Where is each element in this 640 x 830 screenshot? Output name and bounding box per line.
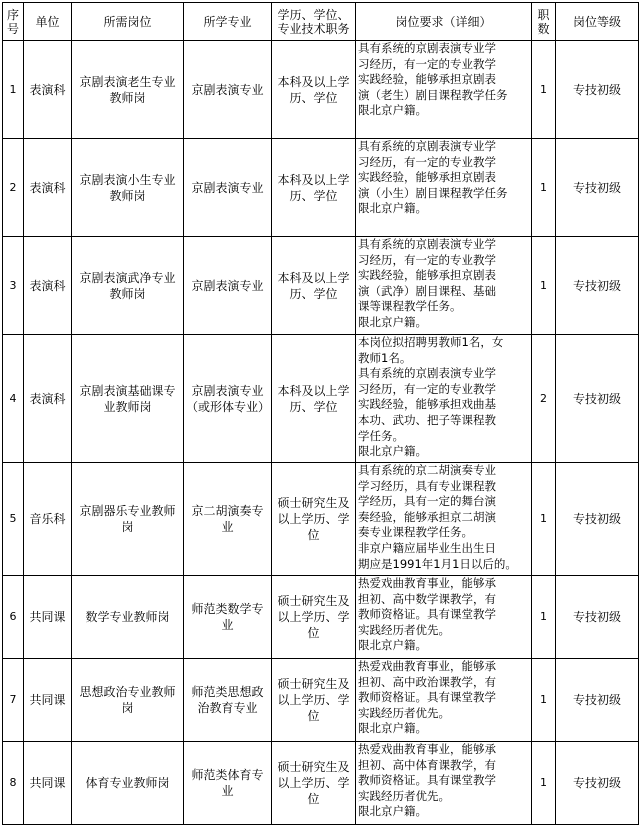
header-position: 所需岗位 [72, 3, 184, 41]
cell-degree: 硕士研究生及以上学历、学位 [272, 576, 356, 659]
requirement-line: 教师1名。 [358, 350, 412, 365]
header-level: 岗位等级 [556, 3, 639, 41]
requirement-line: 热爱戏曲教育事业，能够承 [358, 742, 496, 756]
cell-requirements [356, 41, 532, 139]
table-row [3, 576, 639, 659]
requirement-line: 限北京户籍。 [358, 721, 427, 736]
cell-index: 1 [3, 41, 24, 139]
table-row [3, 659, 639, 742]
requirement-line: 实践经验，能够承担京剧表 [358, 268, 496, 283]
table-row [3, 41, 639, 139]
cell-requirements [356, 576, 532, 659]
cell-position: 数学专业教师岗 [72, 576, 184, 659]
cell-level: 专技初级 [556, 237, 639, 335]
cell-position: 京剧表演小生专业教师岗 [72, 139, 184, 237]
cell-major: 京剧表演专业 [184, 41, 272, 139]
cell-unit: 共同课 [24, 576, 72, 659]
requirement-line: 习经历，有一定的专业教学 [358, 56, 496, 71]
requirement-line: 课等课程教学任务。 [358, 299, 462, 314]
requirement-line: 学习经历，具有专业课程教 [358, 478, 496, 493]
cell-level: 专技初级 [556, 335, 639, 463]
header-requirements: 岗位要求（详细） [356, 3, 532, 41]
cell-count: 1 [532, 576, 556, 659]
cell-index: 4 [3, 335, 24, 463]
requirement-line: 具有系统的京剧表演专业学 [358, 366, 496, 381]
cell-degree: 硕士研究生及以上学历、学位 [272, 659, 356, 742]
requirement-line: 实践经验，能够承担京剧表 [358, 170, 496, 185]
cell-major: 京剧表演专业 [184, 237, 272, 335]
cell-count: 1 [532, 139, 556, 237]
table-row [3, 463, 639, 576]
cell-degree: 本科及以上学历、学位 [272, 41, 356, 139]
cell-major: 师范类数学专业 [184, 576, 272, 659]
requirement-line: 学经历，具有一定的舞台演 [358, 494, 496, 509]
cell-index: 6 [3, 576, 24, 659]
cell-unit: 表演科 [24, 41, 72, 139]
cell-major: 师范类体育专业 [184, 742, 272, 825]
requirement-line: 实践经验，能够承担戏曲基 [358, 397, 496, 412]
requirement-line: 教师资格证。具有课堂教学 [358, 607, 496, 622]
requirement-line: 限北京户籍。 [358, 314, 427, 329]
cell-unit: 表演科 [24, 335, 72, 463]
requirement-line: 热爱戏曲教育事业，能够承 [358, 659, 496, 673]
requirement-line: 非京户籍应届毕业生出生日 [358, 540, 496, 555]
requirement-line: 担初、高中政治课教学，有 [358, 674, 496, 689]
cell-level: 专技初级 [556, 139, 639, 237]
cell-position: 体育专业教师岗 [72, 742, 184, 825]
cell-unit: 表演科 [24, 139, 72, 237]
requirement-line: 限北京户籍。 [358, 103, 427, 118]
requirement-line: 演（小生）剧目课程教学任务 [358, 185, 508, 200]
cell-major: 京剧表演专业 [184, 139, 272, 237]
requirement-line: 习经历，有一定的专业教学 [358, 154, 496, 169]
cell-major: 师范类思想政治教育专业 [184, 659, 272, 742]
cell-index: 7 [3, 659, 24, 742]
cell-requirements [356, 659, 532, 742]
header-degree: 学历、学位、专业技术职务 [272, 3, 356, 41]
cell-degree: 本科及以上学历、学位 [272, 139, 356, 237]
header-index: 序号 [3, 3, 24, 41]
header-row [3, 3, 639, 41]
cell-major: 京二胡演奏专业 [184, 463, 272, 576]
cell-count: 1 [532, 463, 556, 576]
cell-position: 京剧表演基础课专业教师岗 [72, 335, 184, 463]
requirement-line: 具有系统的京剧表演专业学 [358, 139, 496, 153]
requirement-line: 具有系统的京二胡演奏专业 [358, 463, 496, 477]
cell-index: 2 [3, 139, 24, 237]
cell-position: 京剧表演老生专业教师岗 [72, 41, 184, 139]
recruitment-table [2, 2, 639, 825]
table-row [3, 335, 639, 463]
cell-degree: 本科及以上学历、学位 [272, 335, 356, 463]
requirement-line: 奏经验，能够承担京二胡演 [358, 509, 496, 524]
cell-position: 思想政治专业教师岗 [72, 659, 184, 742]
cell-requirements [356, 742, 532, 825]
requirement-line: 实践经历者优先。 [358, 788, 450, 803]
requirement-line: 演（老生）剧目课程教学任务 [358, 87, 508, 102]
cell-requirements [356, 139, 532, 237]
requirement-line: 担初、高中体育课教学，有 [358, 757, 496, 772]
cell-unit: 音乐科 [24, 463, 72, 576]
cell-degree: 本科及以上学历、学位 [272, 237, 356, 335]
cell-count: 1 [532, 742, 556, 825]
cell-major: 京剧表演专业（或形体专业） [184, 335, 272, 463]
cell-requirements [356, 335, 532, 463]
table-row [3, 237, 639, 335]
requirement-line: 具有系统的京剧表演专业学 [358, 237, 496, 251]
cell-level: 专技初级 [556, 742, 639, 825]
requirement-line: 实践经验，能够承担京剧表 [358, 72, 496, 87]
header-unit: 单位 [24, 3, 72, 41]
requirement-line: 实践经历者优先。 [358, 705, 450, 720]
requirement-line: 实践经历者优先。 [358, 622, 450, 637]
cell-unit: 共同课 [24, 742, 72, 825]
cell-level: 专技初级 [556, 463, 639, 576]
requirement-line: 教师资格证。具有课堂教学 [358, 690, 496, 705]
table-body [3, 41, 639, 825]
cell-degree: 硕士研究生及以上学历、学位 [272, 742, 356, 825]
cell-count: 2 [532, 335, 556, 463]
cell-count: 1 [532, 41, 556, 139]
requirement-line: 限北京户籍。 [358, 201, 427, 216]
requirement-line: 奏专业课程教学任务。 [358, 525, 473, 540]
cell-count: 1 [532, 659, 556, 742]
requirement-line: 担初、高中数学课教学，有 [358, 591, 496, 606]
cell-position: 京剧器乐专业教师岗 [72, 463, 184, 576]
requirement-line: 学任务。 [358, 428, 404, 443]
cell-level: 专技初级 [556, 41, 639, 139]
cell-level: 专技初级 [556, 659, 639, 742]
requirement-line: 教师资格证。具有课堂教学 [358, 773, 496, 788]
cell-degree: 硕士研究生及以上学历、学位 [272, 463, 356, 576]
requirement-line: 限北京户籍。 [358, 804, 427, 819]
cell-index: 5 [3, 463, 24, 576]
requirement-line: 演（武净）剧目课程、基础 [358, 283, 496, 298]
cell-unit: 共同课 [24, 659, 72, 742]
requirement-line: 习经历，有一定的专业教学 [358, 252, 496, 267]
cell-index: 3 [3, 237, 24, 335]
requirement-line: 习经历，有一定的专业教学 [358, 381, 496, 396]
cell-index: 8 [3, 742, 24, 825]
header-count: 职数 [532, 3, 556, 41]
requirement-line: 本功、武功、把子等课程教 [358, 412, 496, 427]
requirement-line: 具有系统的京剧表演专业学 [358, 41, 496, 55]
cell-unit: 表演科 [24, 237, 72, 335]
cell-level: 专技初级 [556, 576, 639, 659]
table-row [3, 139, 639, 237]
cell-requirements [356, 463, 532, 576]
cell-count: 1 [532, 237, 556, 335]
requirement-line: 热爱戏曲教育事业，能够承 [358, 576, 496, 590]
header-major: 所学专业 [184, 3, 272, 41]
requirement-line: 期应是1991年1月1日以后的。 [358, 556, 517, 571]
cell-position: 京剧表演武净专业教师岗 [72, 237, 184, 335]
requirement-line: 限北京户籍。 [358, 444, 427, 459]
requirement-line: 限北京户籍。 [358, 638, 427, 653]
table-row [3, 742, 639, 825]
requirement-line: 本岗位拟招聘男教师1名，女 [358, 335, 504, 349]
cell-requirements [356, 237, 532, 335]
